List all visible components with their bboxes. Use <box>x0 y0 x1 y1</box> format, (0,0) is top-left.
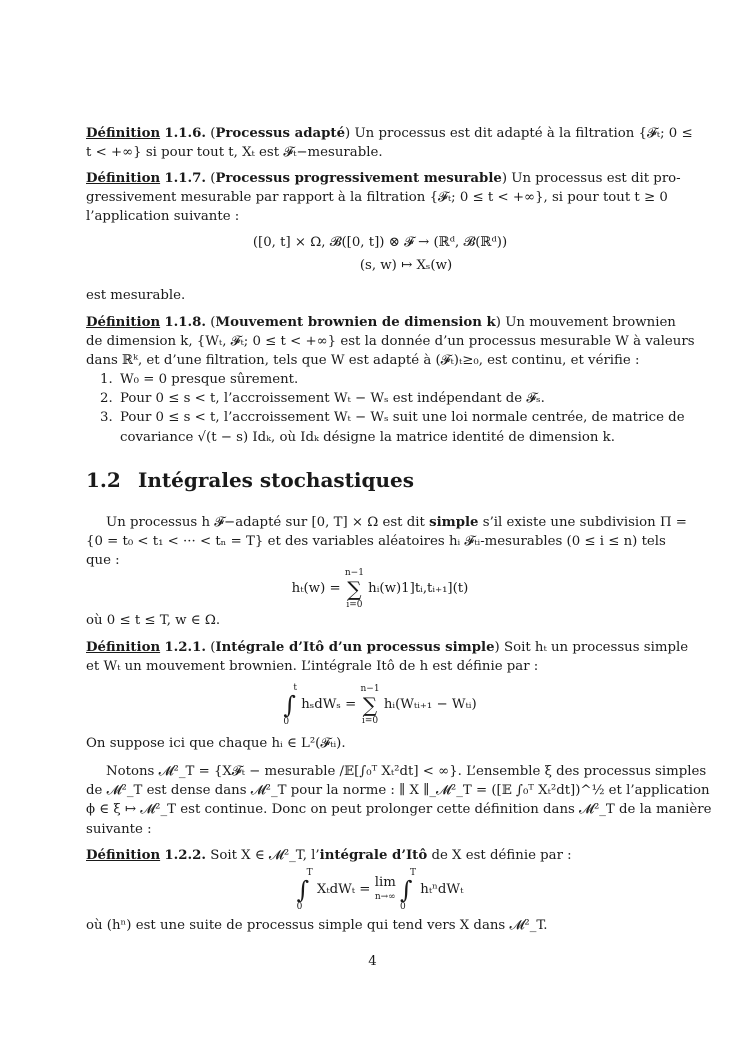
mapping-conclusion: est mesurable. <box>86 288 186 303</box>
definition-1-1-7-line-2: gressivement mesurable par rapport à la filtration {𝓕ₜ; 0 ≤ t < +∞}, si pour tout t ≥ 0 <box>86 190 668 206</box>
list-item-number: 3. <box>100 410 113 426</box>
integral-upper-bound: T <box>306 868 313 878</box>
definition-1-2-2 <box>86 846 674 865</box>
integral <box>400 868 416 912</box>
definition-1-1-8 <box>86 313 695 371</box>
definition-label: Définition <box>86 848 161 863</box>
definition-1-1-7 <box>86 169 681 227</box>
sum-lower-bound: i=0 <box>346 600 363 610</box>
definition-1-1-8-line-2: de dimension k, {Wₜ, 𝓕ₜ; 0 ≤ t < +∞} est la donnée d’un processus mesurable W à valeurs <box>86 334 695 350</box>
notons-line-4: suivante : <box>86 821 152 837</box>
definition-1-2-1-line-1: Définition 1.2.1. (Intégrale d’Itô d’un processus simple) Soit hₜ un processus simple <box>86 640 689 655</box>
simple-process-line-2: {0 = t₀ < t₁ < ··· < tₙ = T} et des variables aléatoires hᵢ 𝓕ₜᵢ-mesurables (0 ≤ i ≤ n) tels <box>86 534 666 550</box>
definition-number: 1.2.2. <box>164 848 206 863</box>
definition-text: Soit hₜ un processus simple <box>503 640 689 655</box>
definition-1-2-2-line-1 <box>86 846 674 865</box>
keyword: intégrale d’Itô <box>319 848 428 863</box>
sum-upper-bound: n−1 <box>344 568 364 578</box>
ito-integral-formula <box>86 868 674 914</box>
definition-text: Un mouvement brownien <box>505 315 676 330</box>
definition-title: Mouvement brownien de dimension k <box>215 315 496 330</box>
definition-text: Un processus est dit pro- <box>511 171 681 186</box>
section-heading <box>86 468 415 492</box>
definition-number: 1.1.7. <box>164 171 206 186</box>
simple-process-paragraph <box>86 513 687 571</box>
section-number: 1.2 <box>86 468 121 492</box>
definition-text: de X est définie par : <box>431 848 572 863</box>
limit <box>375 876 396 904</box>
definition-1-1-7-line-3: l’application suivante : <box>86 209 240 225</box>
brownian-properties-list <box>86 370 685 447</box>
summation <box>345 567 364 611</box>
definition-label: Définition <box>86 315 161 330</box>
list-item-number: 2. <box>100 391 113 407</box>
notons-paragraph <box>86 762 712 839</box>
integral-symbol: ∫ <box>296 876 310 904</box>
section-title: Intégrales stochastiques <box>138 468 415 492</box>
definition-text: Un processus est dit adapté à la filtration {𝓕ₜ; 0 ≤ <box>354 126 693 141</box>
definition-1-1-6 <box>86 124 693 162</box>
list-item <box>86 370 674 389</box>
simple-process-line-3: que : <box>86 553 120 569</box>
simple-process-formula <box>86 567 674 613</box>
list-item-text-continuation: covariance √(t − s) Idₖ, où Idₖ désigne la matrice identité de dimension k. <box>120 429 615 445</box>
keyword: simple <box>429 515 479 530</box>
formula-lhs: hₜ(w) = <box>291 581 341 597</box>
list-item-text: Pour 0 ≤ s < t, l’accroissement Wₜ − Wₛ est indépendant de 𝓕ₛ. <box>120 391 545 407</box>
definition-text: Soit X ∈ 𝓜²_T, l’ <box>210 848 320 863</box>
definition-1-1-7-line-1: Définition 1.1.7. (Processus progressivement mesurable) Un processus est dit pro- <box>86 171 681 186</box>
integral-lower-bound: 0 <box>283 717 290 727</box>
list-item-text: W₀ = 0 presque sûrement. <box>120 372 299 387</box>
integral-lower-bound: 0 <box>296 902 303 912</box>
integral-lower-bound: 0 <box>400 902 406 912</box>
formula-rhs: hₜⁿdWₜ <box>420 882 464 898</box>
simple-process-line-1 <box>86 513 687 532</box>
limit-subscript: n→∞ <box>374 892 396 902</box>
formula-rhs: hᵢ(Wₜᵢ₊₁ − Wₜᵢ) <box>383 697 477 713</box>
notons-line-3: ϕ ∈ ξ ↦ 𝓜²_T est continue. Donc on peut prolonger cette définition dans 𝓜²_T de la manière <box>86 802 712 818</box>
list-item <box>86 389 674 408</box>
sum-upper-bound: n−1 <box>360 684 380 694</box>
definition-1-2-1-line-2: et Wₜ un mouvement brownien. L’intégrale Itô de h est définie par : <box>86 659 539 675</box>
integral-upper-bound: t <box>293 683 297 693</box>
page-number: 4 <box>368 954 377 969</box>
sigma-symbol: ∑ <box>362 693 378 717</box>
integral-upper-bound: T <box>410 868 417 878</box>
list-item <box>86 408 685 446</box>
limit-operator: lim <box>374 875 396 890</box>
definition-number: 1.1.8. <box>164 315 206 330</box>
sigma-symbol: ∑ <box>347 577 362 601</box>
list-item-text: Pour 0 ≤ s < t, l’accroissement Wₜ − Wₛ suit une loi normale centrée, de matrice de <box>120 410 685 426</box>
mapping-formula-line-2: (s, w) ↦ Xₛ(w) <box>359 258 453 273</box>
paragraph-text: s’il existe une subdivision Π = <box>482 515 687 530</box>
definition-number: 1.2.1. <box>164 640 206 655</box>
integral-symbol: ∫ <box>400 876 413 904</box>
definition-title: Intégrale d’Itô d’un processus simple <box>215 640 495 655</box>
notons-line-2: de 𝓜²_T est dense dans 𝓜²_T pour la norme : ∥ X ∥_𝓜²_T = ([𝔼 ∫₀ᵀ Xₜ²dt])^½ et l’application <box>86 783 710 799</box>
ito-simple-remark: On suppose ici que chaque hᵢ ∈ L²(𝓕ₜᵢ). <box>86 736 346 751</box>
paragraph-text: Un processus h 𝓕−adapté sur [0, T] × Ω est dit <box>106 515 425 530</box>
integral <box>297 868 313 912</box>
integral-symbol: ∫ <box>283 691 296 719</box>
ito-simple-formula <box>86 683 674 729</box>
definition-1-2-1 <box>86 638 689 676</box>
mapping-formula-line-1: ([0, t] × Ω, 𝓑([0, t]) ⊗ 𝓕 → (ℝᵈ, 𝓑(ℝᵈ)) <box>252 235 508 250</box>
notons-line-1: Notons 𝓜²_T = {X𝓕ₜ − mesurable /𝔼[∫₀ᵀ Xₜ²dt] < ∞}. L’ensemble ξ des processus simples <box>106 764 707 779</box>
formula-rhs: hᵢ(w)1]tᵢ,tᵢ₊₁](t) <box>368 581 469 597</box>
summation <box>361 683 380 727</box>
list-item-number: 1. <box>100 372 113 387</box>
definition-title: Processus progressivement mesurable <box>215 171 502 186</box>
definition-1-1-6-line-1: Définition 1.1.6. (Processus adapté) Un processus est dit adapté à la filtration {𝓕ₜ; 0 ≤ <box>86 126 693 141</box>
formula-lhs: hₛdWₛ = <box>301 697 357 713</box>
integral <box>283 683 297 727</box>
definition-1-1-6-line-2: t < +∞} si pour tout t, Xₜ est 𝓕ₜ−mesurable. <box>86 145 383 161</box>
definition-label: Définition <box>86 126 161 141</box>
definition-label: Définition <box>86 171 161 186</box>
definition-1-1-8-line-1: Définition 1.1.8. (Mouvement brownien de dimension k) Un mouvement brownien <box>86 315 676 330</box>
ito-integral-remark: où (hⁿ) est une suite de processus simple qui tend vers X dans 𝓜²_T. <box>86 918 548 933</box>
definition-1-1-8-line-3: dans ℝᵏ, et d’une filtration, tels que W est adapté à (𝓕ₜ)ₜ≥₀, est continu, et vérifie : <box>86 353 640 369</box>
formula-lhs: XₜdWₜ = <box>316 882 371 898</box>
sum-lower-bound: i=0 <box>361 716 379 726</box>
simple-process-domain: où 0 ≤ t ≤ T, w ∈ Ω. <box>86 613 221 628</box>
definition-title: Processus adapté <box>215 126 346 141</box>
definition-number: 1.1.6. <box>164 126 206 141</box>
definition-label: Définition <box>86 640 161 655</box>
